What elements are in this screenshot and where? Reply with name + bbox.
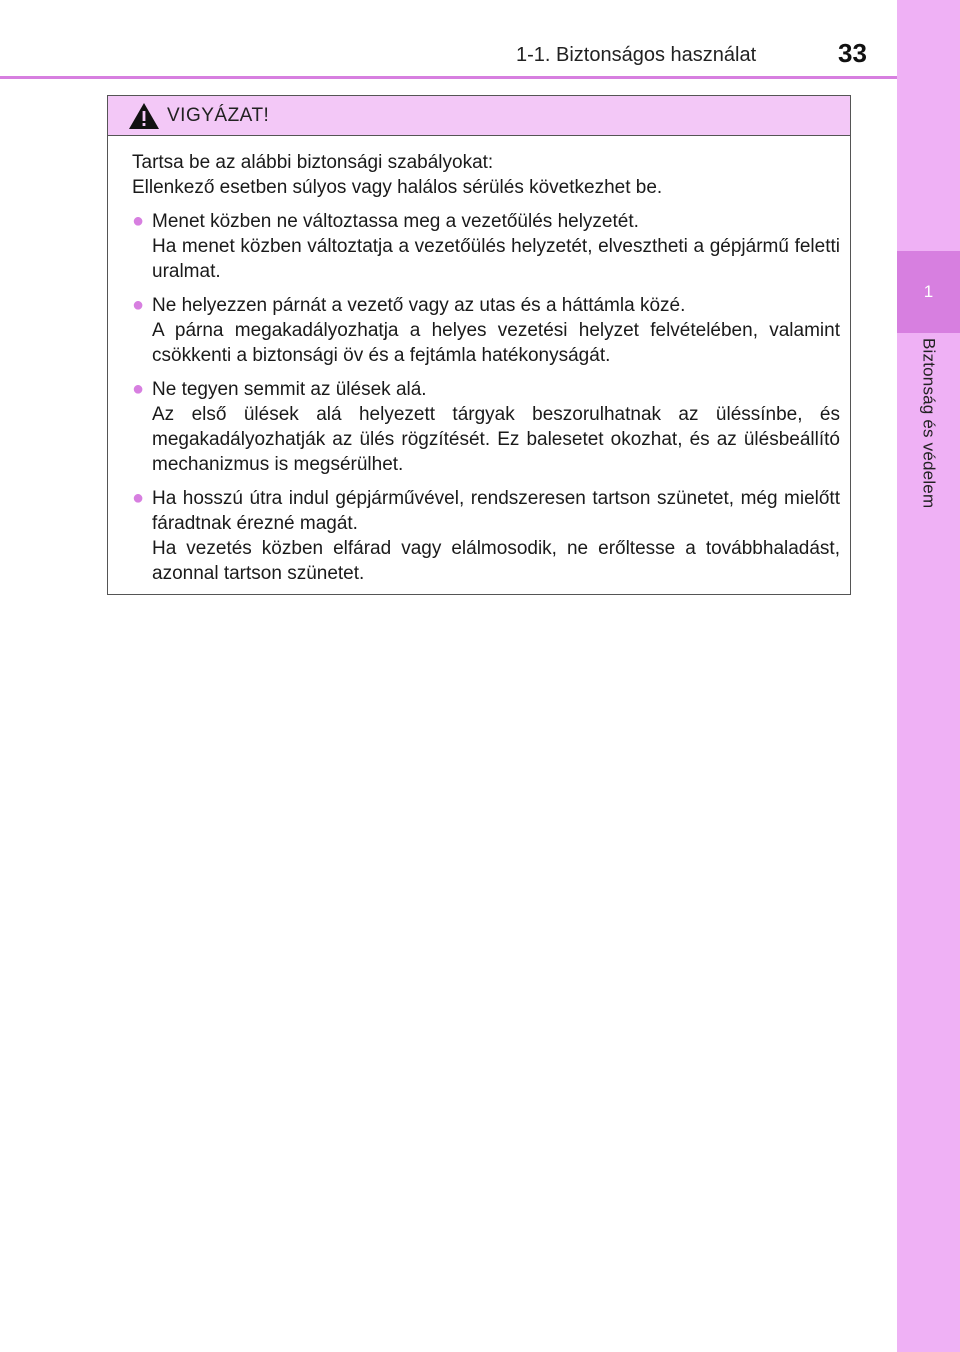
caution-box bbox=[107, 95, 851, 595]
caution-header bbox=[108, 96, 850, 136]
chapter-side-tab bbox=[897, 0, 960, 1352]
bullet-dot-icon: ● bbox=[132, 487, 145, 509]
caution-item-body: Ha vezetés közben elfárad vagy elálmosodik, ne erőltesse a továbbhaladást, azonnal tartson szünetet. bbox=[152, 538, 840, 584]
chapter-number: 1 bbox=[897, 251, 960, 333]
caution-label: VIGYÁZAT! bbox=[167, 104, 270, 126]
caution-item-body: Az első ülések alá helyezett tárgyak beszorulhatnak az üléssínbe, és megakadályozhatják az ülés rögzítését. Ez balesetet okozhat, és az ülésbeállító mechanizmus is megsérülhet. bbox=[152, 404, 840, 475]
caution-item-lead: Ne tegyen semmit az ülések alá. bbox=[152, 379, 427, 400]
bullet-dot-icon: ● bbox=[132, 294, 145, 316]
chapter-title bbox=[897, 338, 960, 558]
caution-item bbox=[132, 486, 840, 586]
bullet-dot-icon: ● bbox=[132, 378, 145, 400]
caution-item-body: A párna megakadályozhatja a helyes vezetési helyzet felvételében, valamint csökkenti a biztonsági öv és a fejtámla hatékonyságát. bbox=[152, 320, 840, 366]
section-title: 1-1. Biztonságos használat bbox=[516, 44, 757, 66]
caution-body bbox=[108, 136, 850, 586]
intro-line: Tartsa be az alábbi biztonsági szabályokat: bbox=[132, 152, 494, 173]
warning-triangle-icon bbox=[128, 102, 160, 130]
intro-line: Ellenkező esetben súlyos vagy halálos sérülés következhet be. bbox=[132, 177, 663, 198]
page-number: 33 bbox=[838, 38, 867, 68]
caution-intro bbox=[132, 150, 840, 200]
bullet-dot-icon: ● bbox=[132, 210, 145, 232]
caution-item-lead: Ha hosszú útra indul gépjárművével, rendszeresen tartson szünetet, még mielőtt fáradtnak érezné magát. bbox=[152, 488, 840, 534]
caution-item-lead: Ne helyezzen párnát a vezető vagy az utas és a háttámla közé. bbox=[152, 295, 686, 316]
caution-item-body: Ha menet közben változtatja a vezetőülés helyzetét, elvesztheti a gépjármű feletti uralmat. bbox=[152, 236, 840, 282]
header-divider bbox=[0, 76, 897, 79]
caution-item bbox=[132, 293, 840, 368]
caution-item bbox=[132, 377, 840, 477]
caution-item-lead: Menet közben ne változtassa meg a vezetőülés helyzetét. bbox=[152, 211, 639, 232]
caution-item bbox=[132, 209, 840, 284]
chapter-title-text: Biztonság és védelem bbox=[919, 338, 939, 509]
